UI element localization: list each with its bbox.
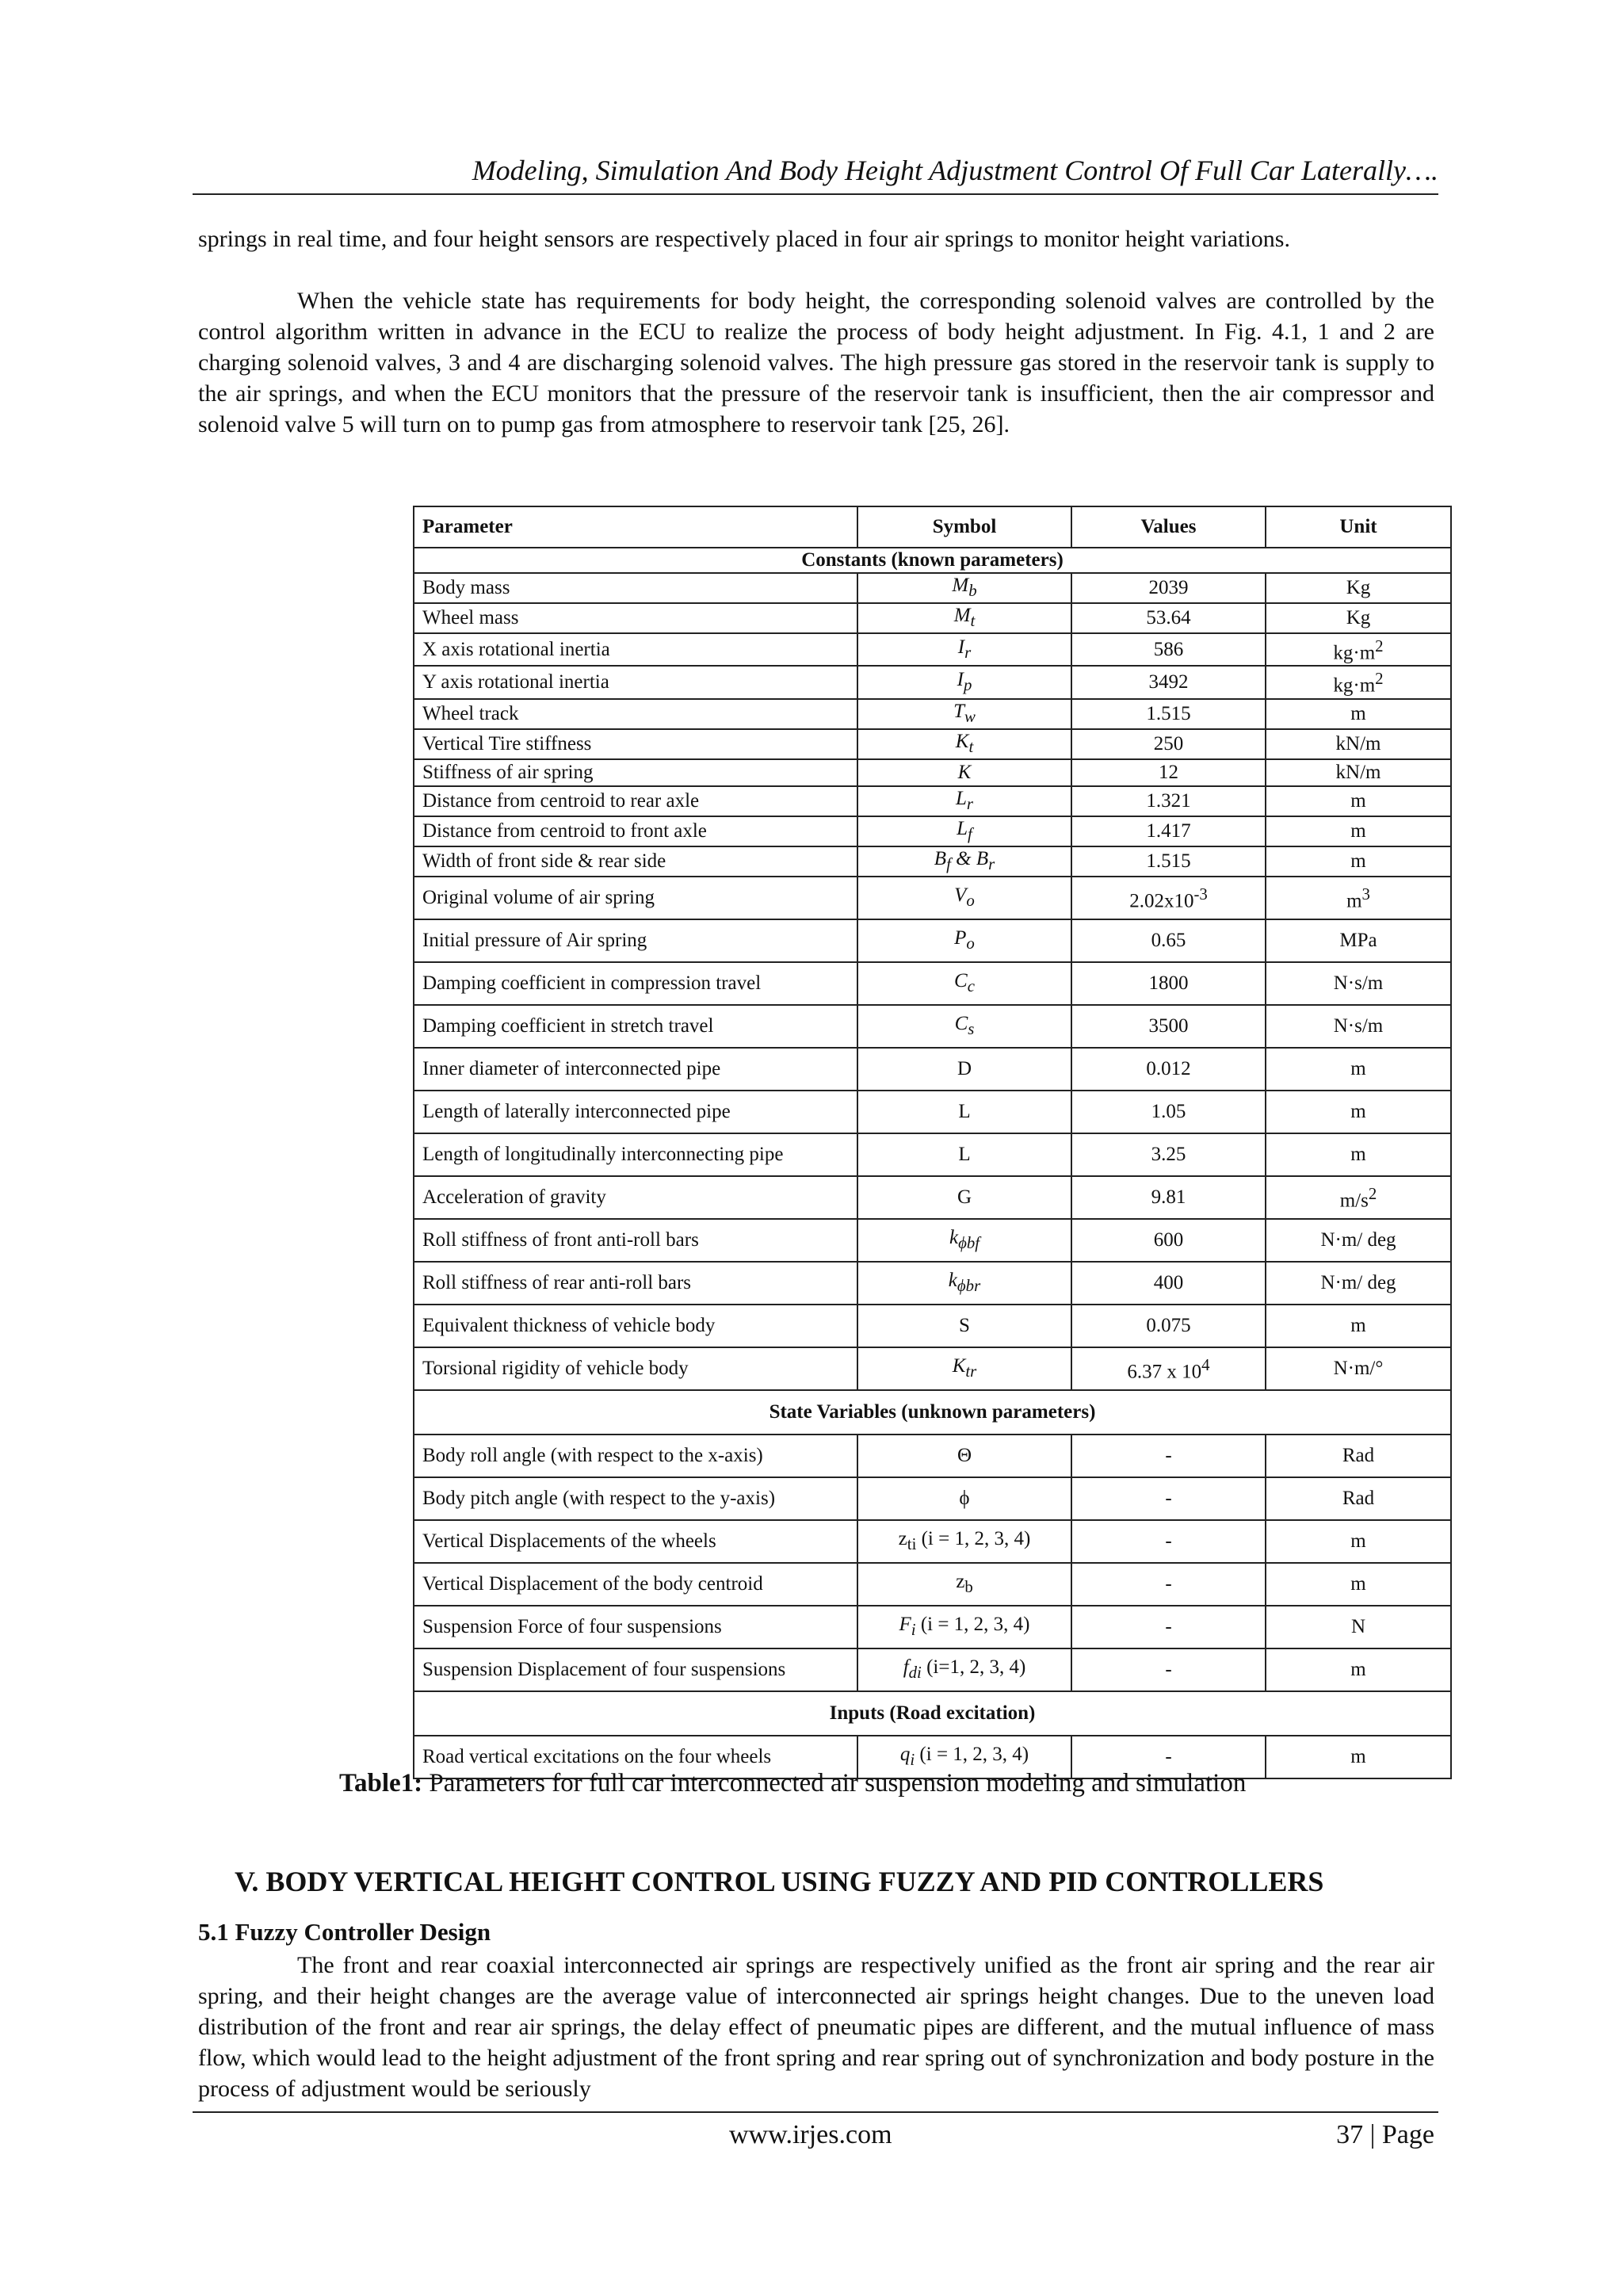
symbol-text: B: [934, 847, 947, 869]
param-cell: Inner diameter of interconnected pipe: [414, 1048, 857, 1091]
symbol-index-range: (i=1, 2, 3, 4): [921, 1656, 1026, 1678]
symbol-cell: [857, 1648, 1071, 1691]
symbol-subscript: ti: [907, 1534, 917, 1553]
value-text: 600: [1153, 1228, 1184, 1251]
symbol-cell: [857, 1262, 1071, 1305]
unit-cell: [1266, 666, 1451, 698]
section-title: V. BODY VERTICAL HEIGHT CONTROL USING FUZZY AND PID CONTROLLERS: [235, 1866, 1324, 1897]
symbol-text: K: [955, 730, 969, 752]
unit-text: m: [1350, 1572, 1366, 1595]
section-body: [198, 1950, 1434, 2104]
unit-cell: [1266, 1048, 1451, 1091]
header-values: Values: [1071, 506, 1266, 548]
symbol-text: V: [954, 884, 967, 906]
value-text: 1.515: [1146, 702, 1191, 724]
value-text: -: [1165, 1658, 1172, 1680]
param-cell: Vertical Tire stiffness: [414, 729, 857, 759]
symbol-index-range: (i = 1, 2, 3, 4): [915, 1613, 1030, 1635]
table-row: [414, 1477, 1451, 1520]
symbol-text: K: [957, 761, 972, 783]
value-cell: [1071, 759, 1266, 786]
unit-cell: [1266, 729, 1451, 759]
symbol-text: L: [957, 817, 968, 839]
unit-text: Rad: [1342, 1444, 1375, 1466]
symbol-cell: [857, 816, 1071, 846]
unit-text: N·s/m: [1333, 972, 1384, 994]
header-rule: [193, 193, 1438, 195]
value-cell: [1071, 729, 1266, 759]
value-text: -: [1165, 1572, 1172, 1595]
unit-text: N: [1350, 1615, 1366, 1637]
param-cell: Roll stiffness of front anti-roll bars: [414, 1219, 857, 1262]
table-row: [414, 919, 1451, 962]
value-cell: [1071, 816, 1266, 846]
value-cell: [1071, 1477, 1266, 1520]
unit-text: kN/m: [1335, 761, 1381, 783]
table-row: [414, 1091, 1451, 1133]
unit-cell: [1266, 962, 1451, 1005]
value-cell: [1071, 962, 1266, 1005]
unit-text: Kg: [1346, 607, 1371, 628]
symbol-text-2: & B: [950, 847, 989, 869]
unit-text: kg·m: [1333, 674, 1376, 697]
unit-text: m: [1350, 1658, 1366, 1680]
table-row: [414, 786, 1451, 816]
table-caption: [339, 1766, 1246, 1801]
symbol-text: L: [958, 1143, 971, 1165]
unit-cell: [1266, 1648, 1451, 1691]
value-text: 0.012: [1146, 1057, 1191, 1079]
value-cell: [1071, 1435, 1266, 1477]
symbol-cell: [857, 699, 1071, 729]
symbol-cell: [857, 759, 1071, 786]
symbol-cell: [857, 1563, 1071, 1606]
value-cell: [1071, 603, 1266, 633]
table-row: [414, 1305, 1451, 1347]
symbol-cell: [857, 1176, 1071, 1219]
symbol-text: I: [957, 668, 964, 690]
table-row: [414, 1563, 1451, 1606]
symbol-text: S: [959, 1314, 970, 1336]
value-cell: [1071, 666, 1266, 698]
param-cell: Equivalent thickness of vehicle body: [414, 1305, 857, 1347]
table-row: [414, 962, 1451, 1005]
unit-text: m: [1346, 890, 1362, 912]
section-inputs: [414, 1691, 1451, 1736]
symbol-text: L: [955, 787, 967, 809]
value-text: 3.25: [1151, 1143, 1186, 1165]
unit-text: kN/m: [1335, 732, 1381, 755]
unit-cell: [1266, 573, 1451, 603]
value-exponent: -3: [1193, 884, 1208, 904]
unit-text: m: [1350, 702, 1366, 724]
symbol-cell: [857, 666, 1071, 698]
param-cell: Initial pressure of Air spring: [414, 919, 857, 962]
unit-text: m: [1350, 850, 1366, 872]
value-cell: [1071, 1005, 1266, 1048]
unit-text: m: [1350, 1530, 1366, 1552]
value-text: 1.321: [1146, 789, 1191, 812]
param-cell: Wheel track: [414, 699, 857, 729]
unit-text: N·m/ deg: [1320, 1271, 1396, 1293]
symbol-text: q: [899, 1743, 911, 1765]
table-row: [414, 877, 1451, 919]
value-text: 1.05: [1151, 1100, 1186, 1122]
value-cell: [1071, 573, 1266, 603]
param-cell: Body mass: [414, 573, 857, 603]
symbol-text: f: [903, 1656, 909, 1678]
param-cell: Roll stiffness of rear anti-roll bars: [414, 1262, 857, 1305]
symbol-cell: [857, 877, 1071, 919]
section-state-variables: [414, 1390, 1451, 1435]
symbol-text: C: [954, 969, 968, 991]
value-cell: [1071, 1262, 1266, 1305]
value-cell: [1071, 1091, 1266, 1133]
symbol-cell: [857, 1347, 1071, 1390]
value-text: 0.65: [1151, 929, 1186, 951]
table-row: [414, 1648, 1451, 1691]
symbol-subscript: t: [970, 611, 976, 630]
unit-cell: [1266, 1347, 1451, 1390]
symbol-text: k: [949, 1226, 959, 1248]
value-text: 6.37 x 10: [1127, 1361, 1202, 1383]
param-cell: Wheel mass: [414, 603, 857, 633]
param-cell: Distance from centroid to front axle: [414, 816, 857, 846]
symbol-text: F: [899, 1613, 911, 1635]
param-cell: Body pitch angle (with respect to the y-axis): [414, 1477, 857, 1520]
unit-text: m: [1350, 819, 1366, 842]
table-row: [414, 1005, 1451, 1048]
symbol-cell: [857, 1606, 1071, 1648]
unit-cell: [1266, 816, 1451, 846]
table-row: [414, 603, 1451, 633]
intro-paragraph-2: [198, 285, 1434, 440]
symbol-cell: [857, 603, 1071, 633]
symbol-subscript: i: [911, 1619, 916, 1639]
symbol-cell: [857, 1435, 1071, 1477]
param-cell: Suspension Force of four suspensions: [414, 1606, 857, 1648]
symbol-cell: [857, 1005, 1071, 1048]
value-text: 1.417: [1146, 819, 1191, 842]
table-row: [414, 1262, 1451, 1305]
symbol-index-range: (i = 1, 2, 3, 4): [916, 1527, 1031, 1549]
section-state-variables-label: State Variables (unknown parameters): [414, 1390, 1451, 1435]
table-row: [414, 633, 1451, 666]
unit-cell: [1266, 633, 1451, 666]
symbol-text: k: [948, 1269, 957, 1291]
symbol-text: L: [958, 1100, 971, 1122]
symbol-subscript: tr: [965, 1361, 977, 1381]
unit-text: Rad: [1342, 1487, 1375, 1509]
symbol-text: T: [953, 700, 964, 722]
subsection-title: 5.1 Fuzzy Controller Design: [198, 1918, 491, 1946]
table-header-row: [414, 506, 1451, 548]
page-number: 37 | Page: [1336, 2120, 1434, 2149]
caption-label: Table1:: [339, 1769, 423, 1797]
symbol-text: z: [956, 1570, 965, 1592]
value-cell: [1071, 1347, 1266, 1390]
symbol-cell: [857, 633, 1071, 666]
symbol-cell: [857, 729, 1071, 759]
value-cell: [1071, 1305, 1266, 1347]
section-constants-label: Constants (known parameters): [414, 548, 1451, 573]
symbol-subscript: ϕbf: [958, 1232, 980, 1252]
table-row: [414, 1219, 1451, 1262]
param-cell: Vertical Displacement of the body centroid: [414, 1563, 857, 1606]
value-text: 12: [1159, 761, 1178, 783]
intro-paragraph-2-text: When the vehicle state has requirements for body height, the corresponding solenoid valves are controlled by the control algorithm written in advance in the ECU to realize the process of body height adjustment. In Fig. 4.1, 1 and 2 are charging solenoid valves, 3 and 4 are discharging solenoid valves. The high pressure gas stored in the reservoir tank is supply to the air springs, and when the ECU monitors that the pressure of the reservoir tank is insufficient, then the air compressor and solenoid valve 5 will turn on to pump gas from atmosphere to reservoir tank [25, 26].: [198, 288, 1434, 437]
symbol-index-range: (i = 1, 2, 3, 4): [915, 1743, 1029, 1765]
value-text: 250: [1153, 732, 1184, 755]
symbol-subscript: r: [964, 642, 972, 662]
value-cell: [1071, 1133, 1266, 1176]
unit-cell: [1266, 1005, 1451, 1048]
unit-cell: [1266, 1219, 1451, 1262]
param-cell: Original volume of air spring: [414, 877, 857, 919]
param-cell: Body roll angle (with respect to the x-axis): [414, 1435, 857, 1477]
table-row: [414, 1347, 1451, 1390]
value-text: 53.64: [1146, 607, 1191, 628]
symbol-text: K: [952, 1354, 966, 1377]
unit-cell: [1266, 1262, 1451, 1305]
symbol-text: C: [954, 1012, 968, 1034]
symbol-cell: [857, 1305, 1071, 1347]
unit-cell: [1266, 877, 1451, 919]
symbol-subscript-2: r: [988, 854, 995, 873]
symbol-subscript: p: [963, 674, 972, 694]
value-cell: [1071, 846, 1266, 877]
param-cell: Vertical Displacements of the wheels: [414, 1520, 857, 1563]
value-text: 2.02x10: [1129, 890, 1194, 912]
value-cell: [1071, 1176, 1266, 1219]
running-title: Modeling, Simulation And Body Height Adjustment Control Of Full Car Laterally….: [472, 155, 1438, 186]
unit-cell: [1266, 786, 1451, 816]
table-row: [414, 759, 1451, 786]
unit-cell: [1266, 1133, 1451, 1176]
symbol-subscript: o: [966, 933, 975, 953]
value-text: 586: [1153, 638, 1184, 660]
unit-cell: [1266, 846, 1451, 877]
unit-text: N·s/m: [1333, 1014, 1384, 1037]
unit-text: m: [1350, 1314, 1366, 1336]
param-cell: Length of longitudinally interconnecting pipe: [414, 1133, 857, 1176]
footer-rule: [193, 2111, 1438, 2113]
symbol-text: z: [898, 1527, 907, 1549]
value-text: 3500: [1148, 1014, 1189, 1037]
param-cell: Width of front side & rear side: [414, 846, 857, 877]
symbol-cell: [857, 919, 1071, 962]
value-cell: [1071, 877, 1266, 919]
table-row: [414, 846, 1451, 877]
value-cell: [1071, 1219, 1266, 1262]
symbol-cell: [857, 1477, 1071, 1520]
unit-exponent: 2: [1368, 1183, 1377, 1203]
table-row: [414, 1435, 1451, 1477]
symbol-cell: [857, 1091, 1071, 1133]
header-symbol: Symbol: [857, 506, 1071, 548]
symbol-subscript: di: [908, 1662, 922, 1682]
param-cell: Damping coefficient in stretch travel: [414, 1005, 857, 1048]
symbol-text: P: [954, 926, 967, 949]
value-text: 9.81: [1151, 1186, 1186, 1208]
value-text: 400: [1153, 1271, 1184, 1293]
unit-cell: [1266, 1520, 1451, 1563]
symbol-subscript: c: [967, 976, 975, 995]
symbol-subscript: f: [968, 823, 972, 843]
unit-cell: [1266, 1305, 1451, 1347]
table-row: [414, 1606, 1451, 1648]
symbol-subscript: s: [968, 1018, 975, 1038]
symbol-subscript: b: [964, 1576, 973, 1596]
unit-text: MPa: [1339, 929, 1377, 951]
value-text: 2039: [1148, 577, 1189, 598]
symbol-subscript: f: [946, 854, 951, 873]
symbol-text: D: [957, 1057, 972, 1079]
value-cell: [1071, 1520, 1266, 1563]
symbol-cell: [857, 1048, 1071, 1091]
header-parameter: Parameter: [414, 506, 857, 548]
symbol-subscript: w: [964, 706, 976, 726]
symbol-text: I: [957, 636, 965, 658]
value-text: -: [1165, 1487, 1172, 1509]
value-cell: [1071, 786, 1266, 816]
unit-text: m: [1350, 1143, 1366, 1165]
param-cell: Suspension Displacement of four suspensions: [414, 1648, 857, 1691]
caption-text: Parameters for full car interconnected air suspension modeling and simulation: [422, 1769, 1247, 1797]
symbol-cell: [857, 1133, 1071, 1176]
symbol-subscript: b: [968, 581, 977, 600]
section-constants: [414, 548, 1451, 573]
symbol-subscript: ϕbr: [957, 1275, 981, 1295]
unit-text: m: [1350, 1745, 1366, 1767]
unit-cell: [1266, 1606, 1451, 1648]
header-unit: Unit: [1266, 506, 1451, 548]
unit-text: kg·m: [1333, 642, 1376, 664]
symbol-cell: [857, 846, 1071, 877]
unit-text: m/s: [1339, 1190, 1369, 1212]
unit-cell: [1266, 603, 1451, 633]
unit-text: N·m/°: [1333, 1357, 1384, 1379]
param-cell: Length of laterally interconnected pipe: [414, 1091, 857, 1133]
table-row: [414, 816, 1451, 846]
unit-text: m: [1350, 1057, 1366, 1079]
symbol-cell: [857, 962, 1071, 1005]
symbol-cell: [857, 1520, 1071, 1563]
symbol-cell: [857, 786, 1071, 816]
value-exponent: 4: [1201, 1354, 1210, 1374]
table-row: [414, 1520, 1451, 1563]
unit-text: m: [1350, 1100, 1366, 1122]
unit-cell: [1266, 919, 1451, 962]
table-row: [414, 699, 1451, 729]
unit-cell: [1266, 1091, 1451, 1133]
unit-exponent: 2: [1375, 669, 1384, 689]
value-text: -: [1165, 1444, 1172, 1466]
unit-cell: [1266, 1477, 1451, 1520]
value-cell: [1071, 919, 1266, 962]
value-text: 0.075: [1146, 1314, 1191, 1336]
table-row: [414, 573, 1451, 603]
symbol-subscript: r: [966, 793, 973, 813]
value-text: 3492: [1148, 670, 1189, 693]
value-cell: [1071, 1563, 1266, 1606]
symbol-subscript: t: [968, 736, 974, 756]
parameters-table: [413, 506, 1452, 1779]
symbol-cell: [857, 573, 1071, 603]
value-text: -: [1165, 1615, 1172, 1637]
unit-cell: [1266, 1435, 1451, 1477]
unit-text: N·m/ deg: [1320, 1228, 1396, 1251]
unit-exponent: 3: [1361, 884, 1370, 904]
param-cell: Acceleration of gravity: [414, 1176, 857, 1219]
value-cell: [1071, 699, 1266, 729]
unit-cell: [1266, 699, 1451, 729]
unit-cell: [1266, 759, 1451, 786]
value-text: 1800: [1148, 972, 1189, 994]
footer-url: www.irjes.com: [729, 2120, 892, 2149]
table-row: [414, 1176, 1451, 1219]
param-cell: Y axis rotational inertia: [414, 666, 857, 698]
table-row: [414, 666, 1451, 698]
unit-cell: [1266, 1736, 1451, 1778]
symbol-text: G: [957, 1186, 972, 1208]
symbol-text: M: [953, 605, 971, 626]
symbol-text: Θ: [957, 1444, 972, 1466]
unit-cell: [1266, 1176, 1451, 1219]
symbol-text: M: [952, 575, 969, 596]
param-cell: Distance from centroid to rear axle: [414, 786, 857, 816]
unit-exponent: 2: [1375, 636, 1384, 655]
value-cell: [1071, 1048, 1266, 1091]
unit-text: Kg: [1346, 577, 1371, 598]
table-row: [414, 729, 1451, 759]
section-body-text: The front and rear coaxial interconnected air springs are respectively unified as the front air spring and the rear air spring, and their height changes are the average value of interconnected air springs height changes. Due to the uneven load distribution of the front and rear air springs, the delay effect of pneumatic pipes are different, and the mutual influence of mass flow, which would lead to the height adjustment of the front spring and rear spring out of synchronization and body posture in the process of adjustment would be seriously: [198, 1952, 1434, 2102]
section-inputs-label: Inputs (Road excitation): [414, 1691, 1451, 1736]
param-cell: X axis rotational inertia: [414, 633, 857, 666]
unit-cell: [1266, 1563, 1451, 1606]
value-cell: [1071, 1606, 1266, 1648]
param-cell: Road vertical excitations on the four wheels: [414, 1736, 857, 1778]
param-cell: Torsional rigidity of vehicle body: [414, 1347, 857, 1390]
value-text: -: [1165, 1530, 1172, 1552]
param-cell: Stiffness of air spring: [414, 759, 857, 786]
symbol-cell: [857, 1219, 1071, 1262]
value-cell: [1071, 633, 1266, 666]
intro-paragraph-1: springs in real time, and four height sensors are respectively placed in four air springs to monitor height variations.: [198, 226, 1290, 252]
value-text: 1.515: [1146, 850, 1191, 872]
param-cell: Damping coefficient in compression travel: [414, 962, 857, 1005]
value-cell: [1071, 1648, 1266, 1691]
value-text: -: [1165, 1745, 1172, 1767]
table-row: [414, 1048, 1451, 1091]
symbol-subscript: i: [910, 1749, 915, 1769]
symbol-subscript: o: [966, 890, 975, 910]
unit-text: m: [1350, 789, 1366, 812]
table-row: [414, 1133, 1451, 1176]
symbol-text: ϕ: [959, 1487, 970, 1509]
